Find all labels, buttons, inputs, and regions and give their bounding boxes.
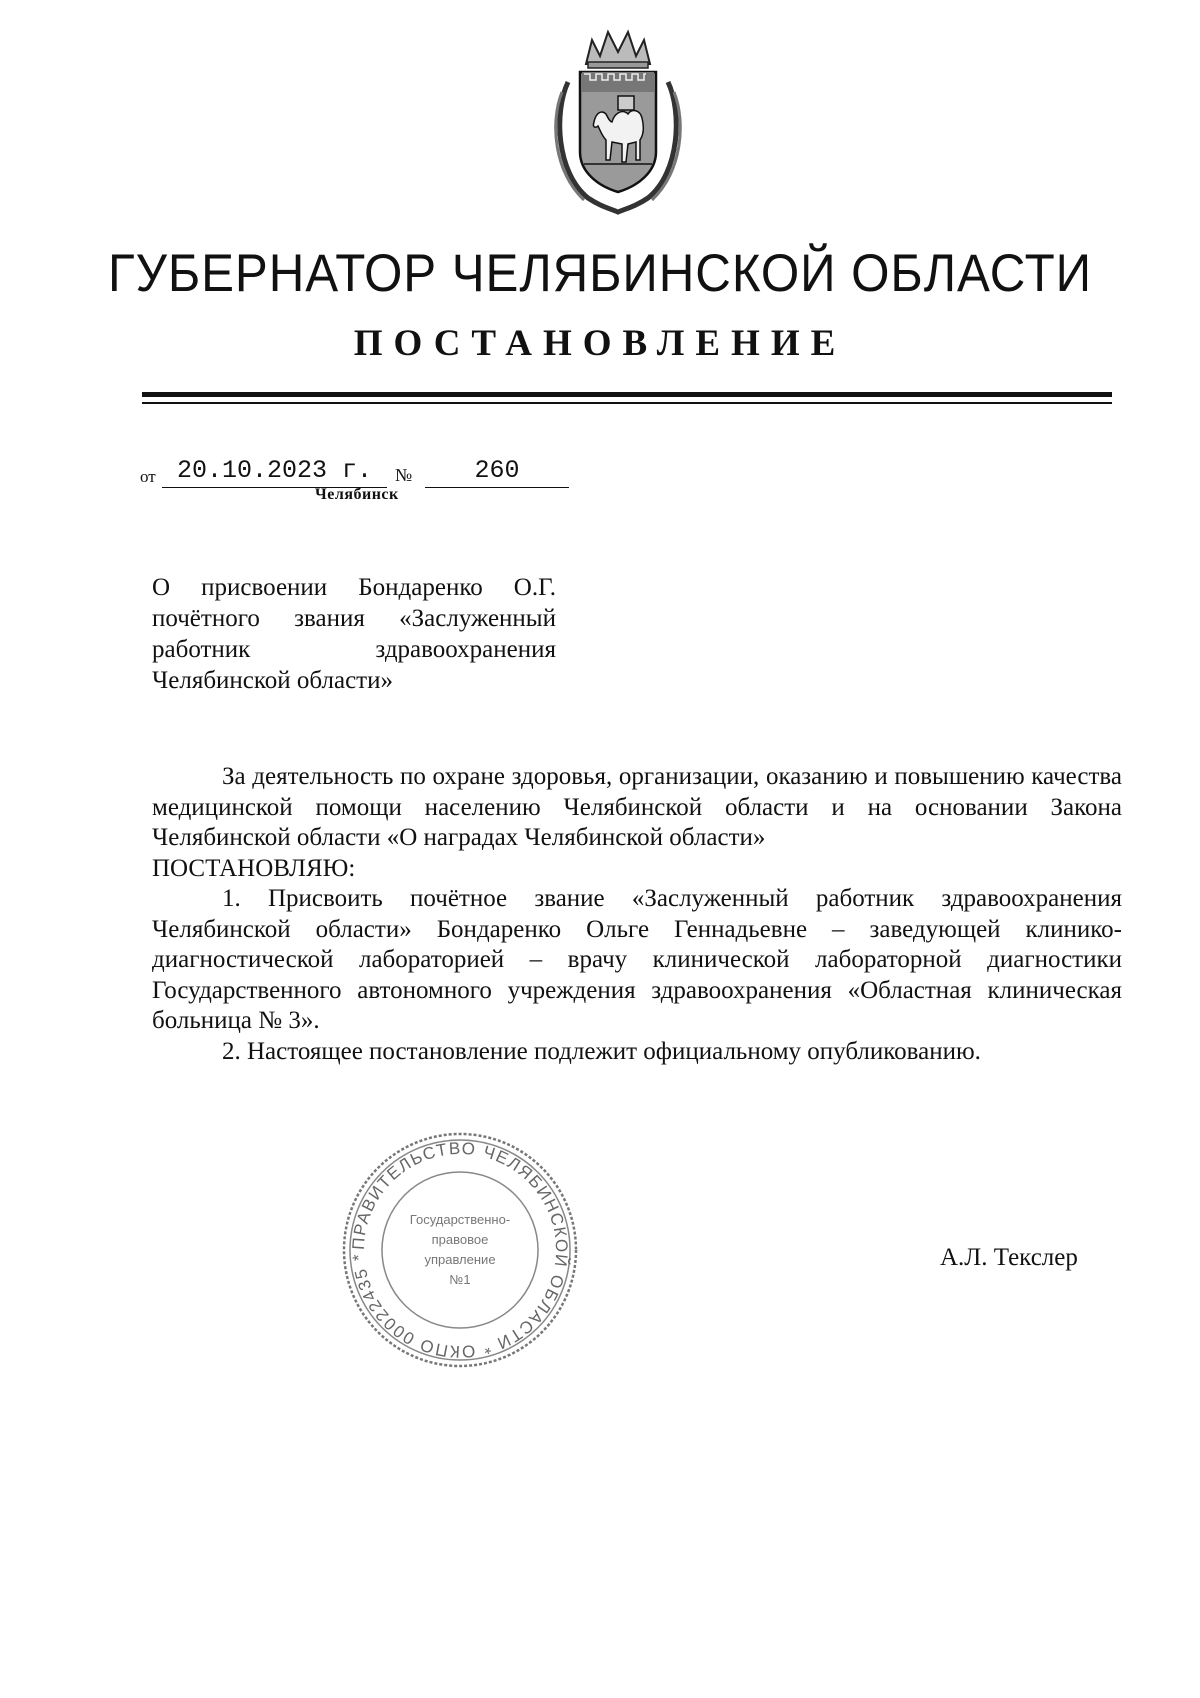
document-body [152,762,1122,1067]
seal-center-line-1: Государственно- [409,1212,511,1227]
header-divider-thick [142,392,1112,397]
seal-center-line-3: управление [424,1252,496,1267]
official-seal-stamp [338,1128,582,1372]
header-divider-thin [142,402,1112,404]
document-number: 260 [425,455,569,488]
date-number-row [140,455,660,489]
document-date: 20.10.2023 г. [162,455,387,488]
signatory-name: А.Л. Текслер [940,1244,1078,1271]
document-type-title: ПОСТАНОВЛЕНИЕ [353,323,847,364]
seal-center-line-4: №1 [449,1272,471,1287]
document-subject: О присвоении Бондаренко О.Г. почётного звания «Заслуженный работник здравоохранения Челябинской области» [152,574,556,694]
coat-of-arms-emblem [548,22,688,218]
city-label: Челябинск [315,486,399,503]
seal-outer-text: ПРАВИТЕЛЬСТВО ЧЕЛЯБИНСКОЙ ОБЛАСТИ * ОКПО 00022435 * [348,1138,572,1362]
resolve-heading: ПОСТАНОВЛЯЮ: [152,854,356,882]
date-prefix-label: от [140,467,156,486]
preamble-paragraph: За деятельность по охране здоровья, организации, оказанию и повышению качества медицинской помощи населению Челябинской области и на основании Закона Челябинской области «О наградах Челябинской области» [152,763,1122,851]
organization-title: ГУБЕРНАТОР ЧЕЛЯБИНСКОЙ ОБЛАСТИ [107,244,1092,303]
seal-center-line-2: правовое [431,1232,489,1247]
clause-2: 2. Настоящее постановление подлежит официальному опубликованию. [222,1037,981,1065]
number-label: № [395,465,413,485]
clause-1: 1. Присвоить почётное звание «Заслуженный работник здравоохранения Челябинской области» Бондаренко Ольге Геннадьевне – заведующей клинико-диагностической лабораторией – врачу клинической лабораторной диагностики Государственного автономного учреждения здравоохранения «Областная клиническая больница № 3». [152,885,1122,1034]
